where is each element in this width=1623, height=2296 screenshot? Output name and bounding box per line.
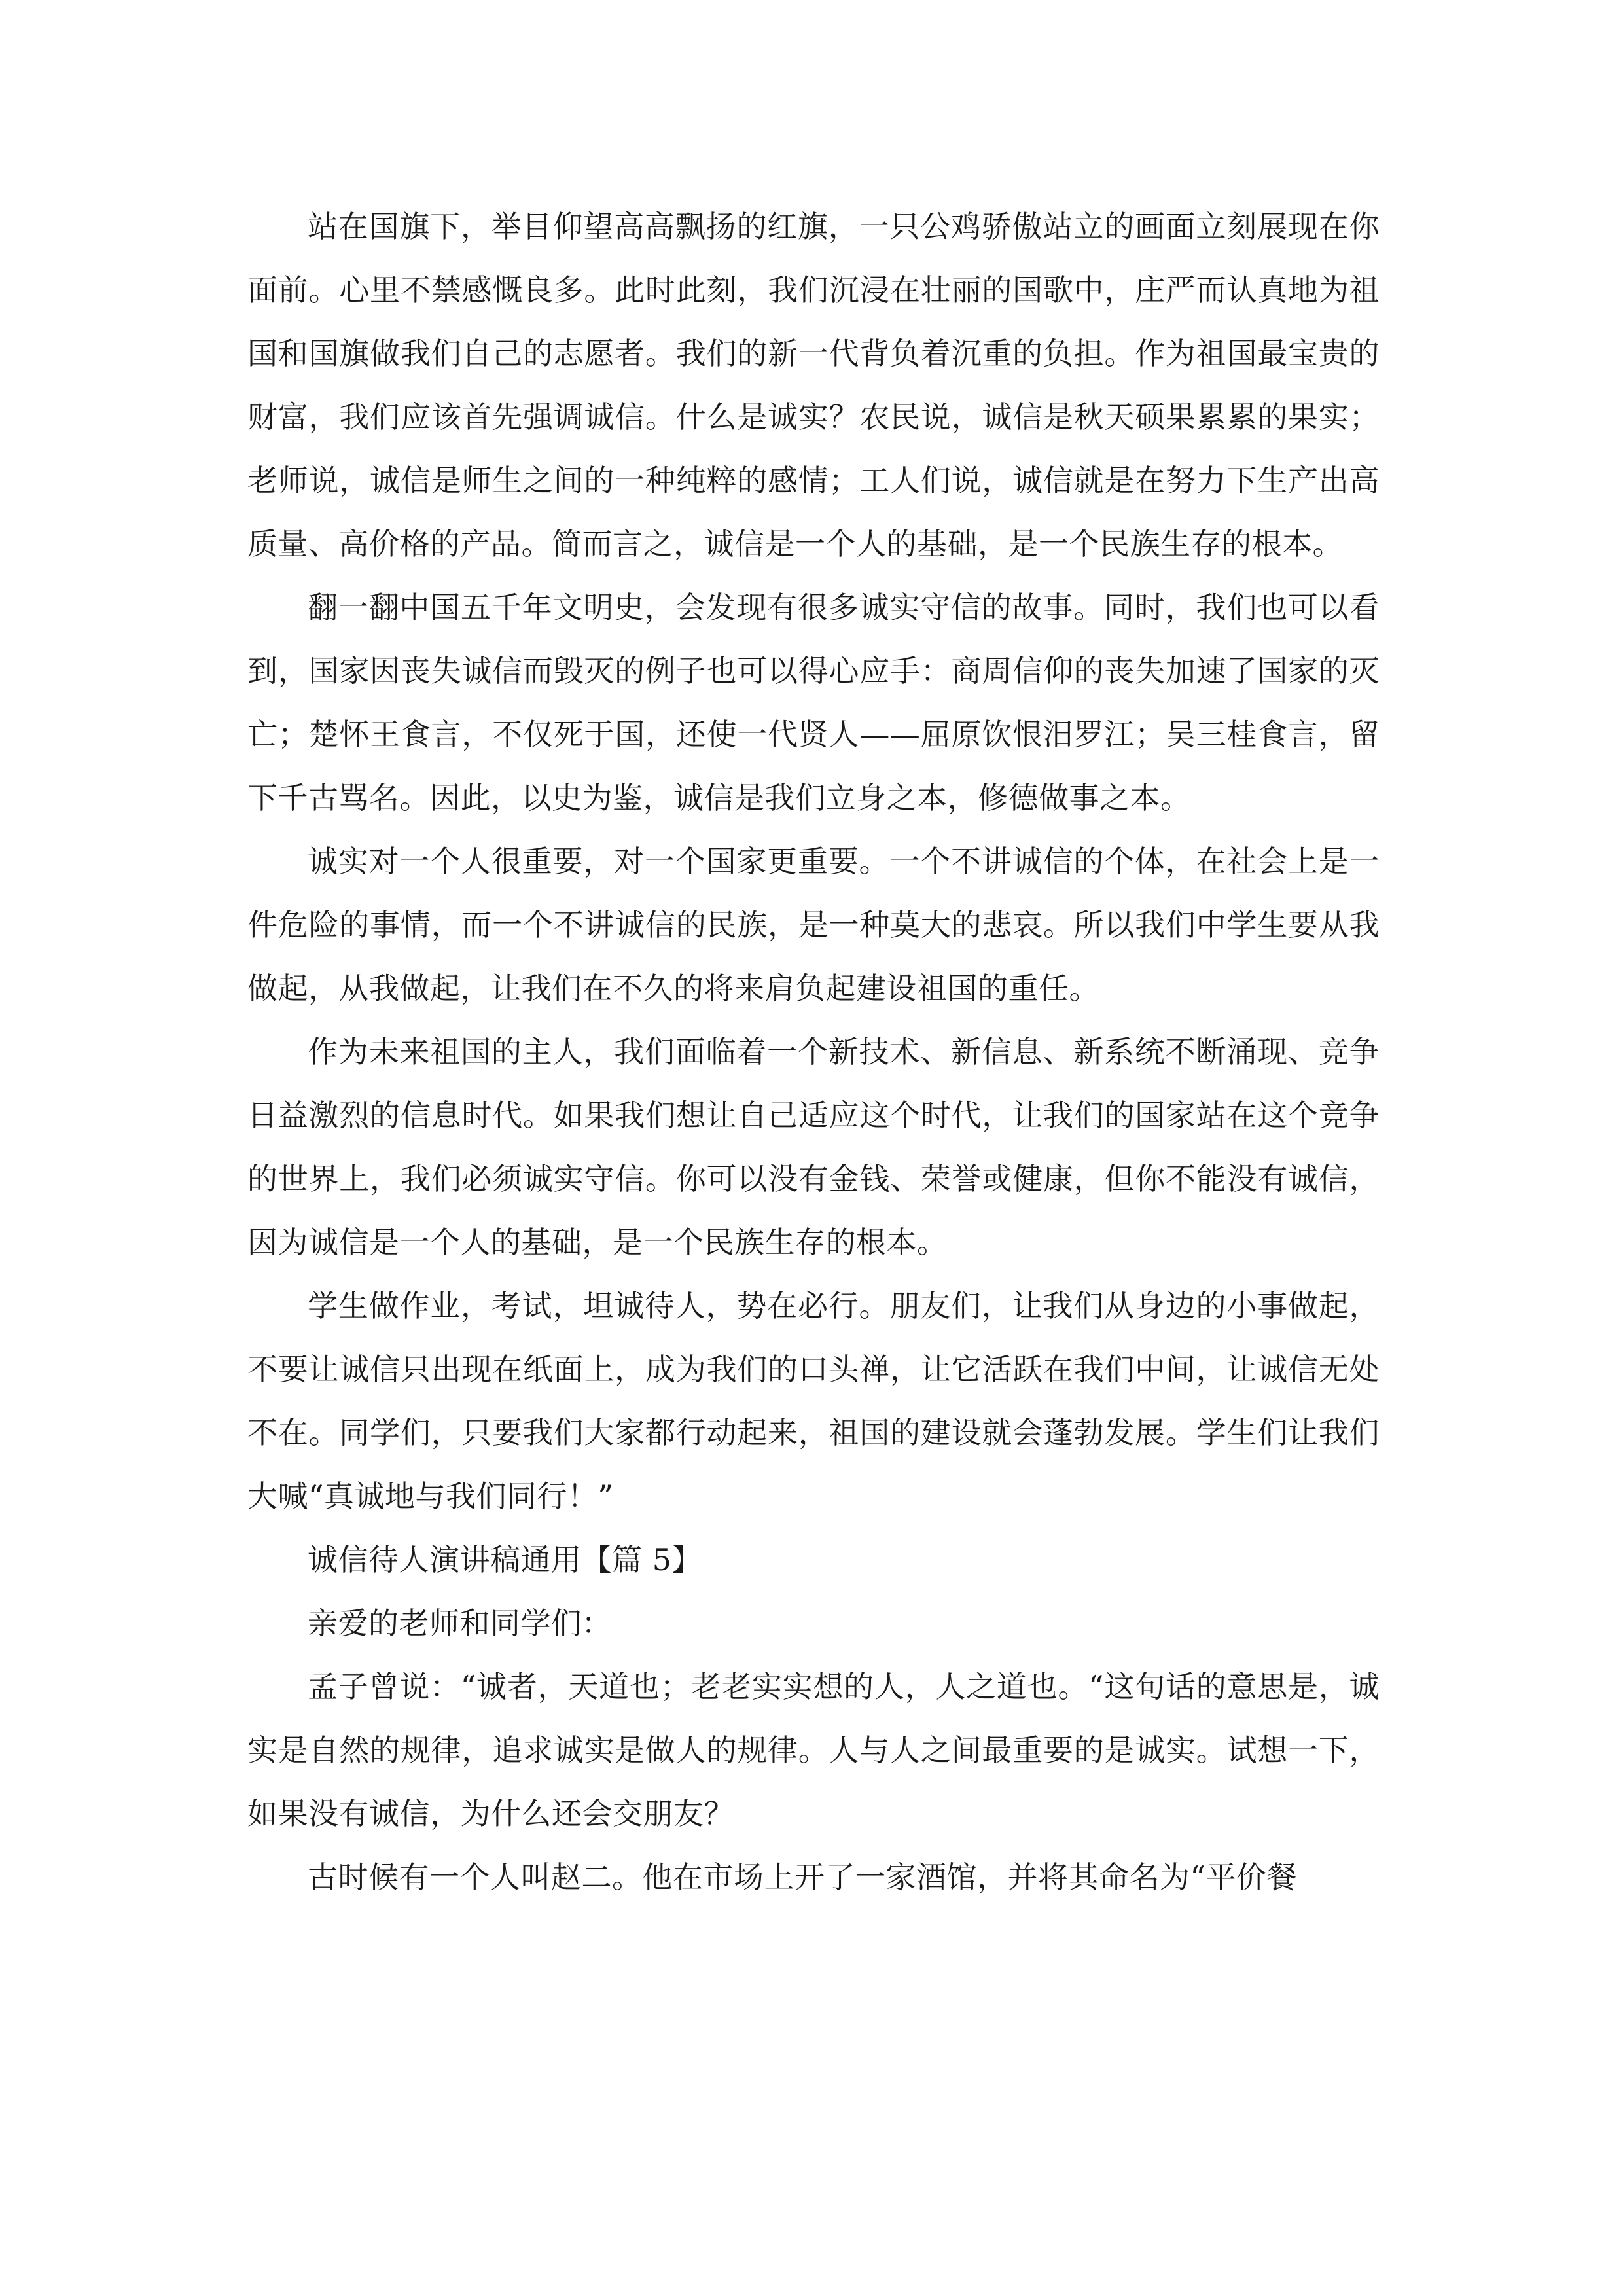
paragraph-7: 古时候有一个人叫赵二。他在市场上开了一家酒馆，并将其命名为“平价餐: [308, 1859, 1298, 1895]
paragraph-6: 孟子曾说：“诚者，天道也；老老实实想的人，人之道也。“这句话的意思是，诚实是自然的规律，追求诚实是做人的规律。人与人之间最重要的是诚实。试想一下，如果没有诚信，为什么还会交朋友？: [247, 1669, 1380, 1831]
paragraph-3: 诚实对一个人很重要，对一个国家更重要。一个不讲诚信的个体，在社会上是一件危险的事情，而一个不讲诚信的民族，是一种莫大的悲哀。所以我们中学生要从我做起，从我做起，让我们在不久的将来肩负起建设祖国的重任。: [247, 844, 1380, 1006]
salutation: 亲爱的老师和同学们：: [308, 1605, 612, 1641]
paragraph-1: 站在国旗下，举目仰望高高飘扬的红旗，一只公鸡骄傲站立的画面立刻展现在你面前。心里不禁感慨良多。此时此刻，我们沉浸在壮丽的国歌中，庄严而认真地为祖国和国旗做我们自己的志愿者。我们的新一代背负着沉重的负担。作为祖国最宝贵的财富，我们应该首先强调诚信。什么是诚实？农民说，诚信是秋天硕果累累的果实；老师说，诚信是师生之间的一种纯粹的感情；工人们说，诚信就是在努力下生产出高质量、高价格的产品。简而言之，诚信是一个人的基础，是一个民族生存的根本。: [247, 209, 1380, 562]
section-heading: 诚信待人演讲稿通用【篇 5】: [308, 1542, 702, 1577]
body-text: [247, 195, 1380, 1909]
paragraph-2: 翻一翻中国五千年文明史，会发现有很多诚实守信的故事。同时，我们也可以看到，国家因丧失诚信而毁灭的例子也可以得心应手：商周信仰的丧失加速了国家的灭亡；楚怀王食言，不仅死于国，还使一代贤人——屈原饮恨汨罗江；吴三桂食言，留下千古骂名。因此，以史为鉴，诚信是我们立身之本，修德做事之本。: [247, 590, 1380, 816]
paragraph-5: 学生做作业，考试，坦诚待人，势在必行。朋友们，让我们从身边的小事做起，不要让诚信只出现在纸面上，成为我们的口头禅，让它活跃在我们中间，让诚信无处不在。同学们，只要我们大家都行动起来，祖国的建设就会蓬勃发展。学生们让我们大喊“真诚地与我们同行！”: [247, 1288, 1380, 1514]
paragraph-4: 作为未来祖国的主人，我们面临着一个新技术、新信息、新系统不断涌现、竞争日益激烈的信息时代。如果我们想让自己适应这个时代，让我们的国家站在这个竞争的世界上，我们必须诚实守信。你可以没有金钱、荣誉或健康，但你不能没有诚信，因为诚信是一个人的基础，是一个民族生存的根本。: [247, 1034, 1380, 1260]
